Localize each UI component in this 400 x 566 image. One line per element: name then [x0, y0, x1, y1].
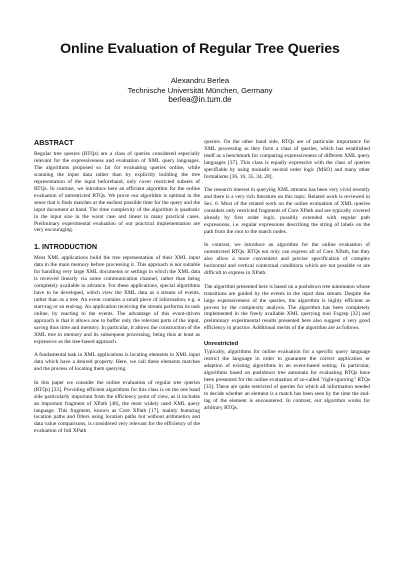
author-affiliation: Technische Universität München, Germany — [127, 85, 273, 95]
abstract-text: Regular tree queries (RTQs) are a class of queries considered especially relevant for the expressiveness and evaluation of XML query languages. The algorithms proposed so far for evaluating queries online, while scanning the input data rather than by explicitly building the tree representation of the input beforehand, only cover restricted subsets of RTQs. In contrast, we introduce here an efficient algorithm for the online evaluation of unrestricted RTQs. We prove our algorithm is optimal in the sense that it finds matches at the earliest possible time for the query and the input document at hand. The time complexity of the algorithm is quadratic in the input size in the worst case and linear in many practical cases. Preliminary experimental evaluation of our practical implementation are very encouraging. — [34, 151, 200, 234]
author-block — [0, 76, 400, 105]
author-email: berlea@in.tum.de — [168, 95, 232, 104]
right-paragraph-5: Typically, algorithms for online evaluation for a specific query language restrict the language in order to guarantee the correct application or adaption of existing algorithms in an event-based setting. In particular, algorithms based on pushdown tree automata for evaluating RTQs have been presented for the online evaluation of so-called "right-ignoring" RTQs [33]. These are quite restricted of queries for which all information needed to decide whether an element is a match has been seen by the time the end-tag of the element is encountered. In contrast, our algorithm works for arbitrary RTQs. — [204, 349, 370, 411]
intro-paragraph-3: In this paper we consider the online evaluation of regular tree queries (RTQs) [33]. Providing efficient algorithms for this class is on the one hand side particularly important from the efficiency point of view, as it includes an important fragment of XPath [48], the most widely used XML query language. This fragment, known as Core XPath [17], mainly featuring location paths and filters using location paths but without arithmetics and data value comparisons, is considered very relevant for the efficiency of the evaluation of full XPath — [34, 379, 200, 435]
intro-paragraph-2: A fundamental task in XML applications is locating elements in XML input data which have a desired property. Here, we call these elements matches and the process of locating them querying. — [34, 352, 200, 373]
paper-title: Online Evaluation of Regular Tree Queries — [60, 41, 340, 57]
author-name: Alexandru Berlea — [170, 76, 230, 85]
left-column — [34, 139, 200, 442]
right-paragraph-2: The research interest in querying XML streams has been very vivid recently and there is a very rich literature on this topic. Related work is reviewed in Sec. 6. Most of the related work on the online evaluation of XML queries considers only restricted fragments of Core XPath and are typically covered already by first order logic, possibly extended with regular path expressions, i.e. regular expressions describing the string of labels on the path from the root to the match nodes. — [204, 187, 370, 235]
abstract-heading: ABSTRACT — [34, 138, 74, 147]
right-paragraph-4: The algorithm presented here is based on a pushdown tree automaton whose transitions are guided by the events in the input data stream. Despite the large expressiveness of the queries, the algorithm is highly efficient as proven by the complexity analysis. The algorithm has been completely implemented in the freely available XML querying tool Fxgrep [32] and preliminary experimental results presented here also suggest a very good efficiency in practice. Additional merits of the algorithm are as follows. — [204, 283, 370, 332]
right-paragraph-3: In contrast, we introduce an algorithm for the online evaluation of unrestricted RTQs. RTQs not only can express all of Core XPath, but they also allow a more convenient and precise specification of complex horizontal and vertical contextual conditions which are not possible or are difficult to express in XPath. — [204, 242, 370, 277]
right-paragraph-1: queries. On the other hand side, RTQs are of particular importance for XML processing as they form a class of queries, which has established itself as a benchmark for comparing expressiveness of different XML query languages [37]. This class is equally expressive with the class of queries specifiable by using monadic second order logic (MSO) and many other formalisms [36, 16, 35, 34, 28]. — [204, 139, 370, 180]
intro-paragraph-1: Most XML applications build the tree representation of their XML input data in the main memory before processing it. This approach is not suitable for handling very large XML documents or settings in which the XML data is received linearly via some communication channel, rather than being completely available in advance. For these applications, special algorithms have to be developed, which view the XML data as a stream of events, rather than as a tree. An event contains a small piece of information, e.g. a start-tag or an end-tag. An application receiving the stream performs its task online, by reacting to the events. The advantage of this event-driven approach is that it allows one to buffer only the relevant parts of the input, saving thus time and memory. In particular, it allows the construction of the XML tree in memory and its subsequent processing, being thus at least as expressive as the tree-based approach. — [34, 255, 200, 345]
introduction-heading: 1. INTRODUCTION — [34, 242, 98, 252]
unrestricted-heading: Unrestricted — [204, 341, 239, 348]
right-column — [204, 139, 370, 418]
